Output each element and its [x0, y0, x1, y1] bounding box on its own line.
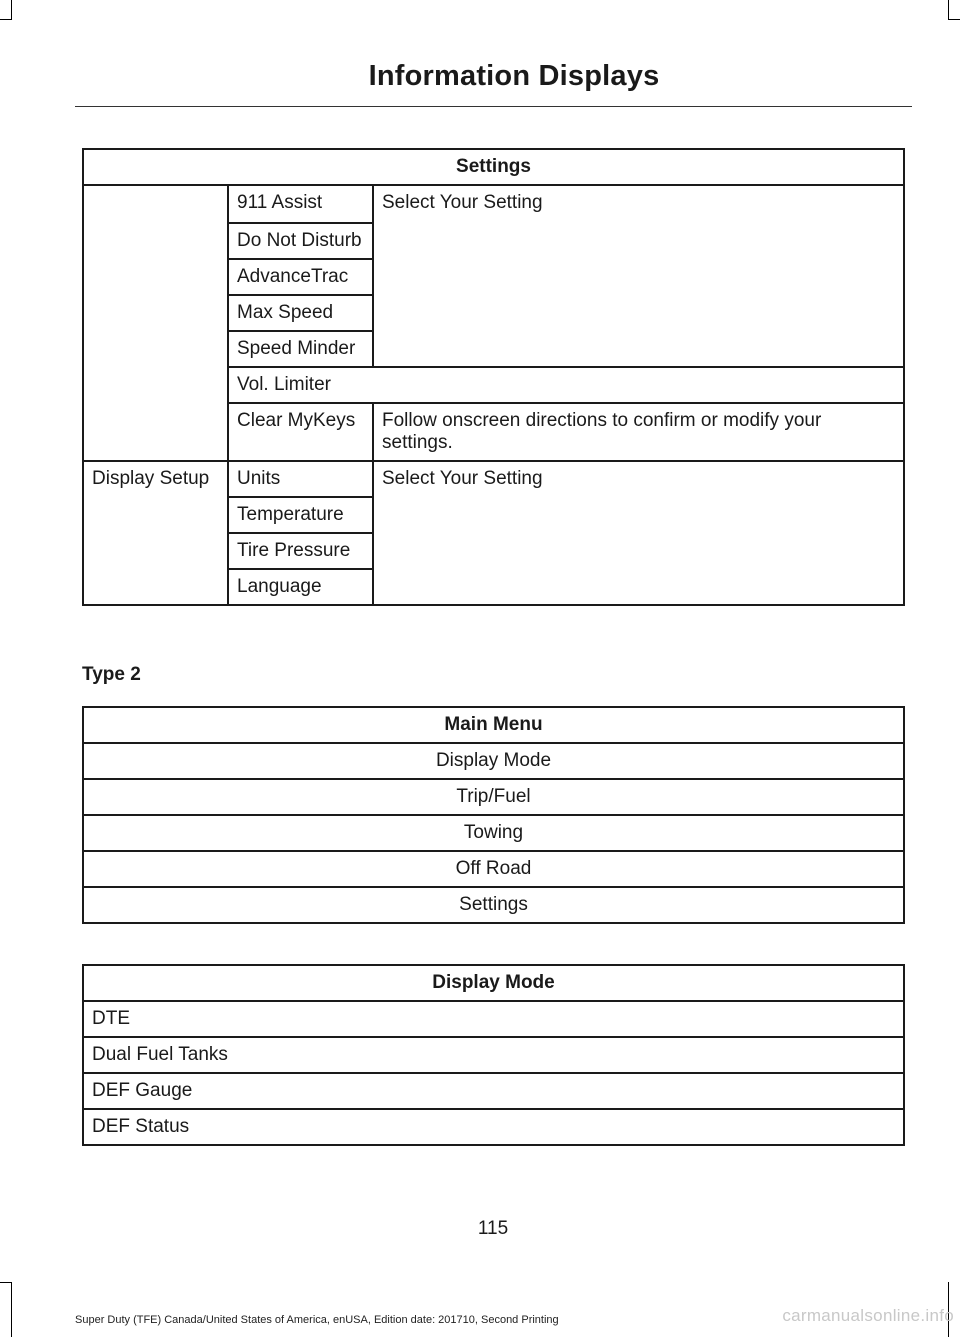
settings-table-title: Settings — [83, 149, 904, 185]
cell-follow-directions: Follow onscreen directions to confirm or modify your settings. — [373, 403, 904, 461]
header-divider — [75, 106, 912, 107]
crop-mark-top-left-v — [11, 0, 12, 20]
crop-mark-top-right-h — [948, 19, 960, 20]
cell-advancetrac: AdvanceTrac — [228, 259, 373, 295]
crop-mark-top-right-v — [948, 0, 949, 20]
main-menu-item: Trip/Fuel — [83, 779, 904, 815]
cell-display-setup: Display Setup — [83, 461, 228, 605]
settings-table — [82, 148, 905, 606]
crop-mark-bottom-left-h — [0, 1282, 12, 1283]
main-menu-item: Off Road — [83, 851, 904, 887]
cell-select-your-setting-2: Select Your Setting — [373, 461, 904, 605]
main-menu-table — [82, 706, 905, 924]
main-menu-title: Main Menu — [83, 707, 904, 743]
cell-speed-minder: Speed Minder — [228, 331, 373, 367]
main-menu-item: Display Mode — [83, 743, 904, 779]
display-mode-table — [82, 964, 905, 1146]
cell-do-not-disturb: Do Not Disturb — [228, 223, 373, 259]
main-menu-item: Settings — [83, 887, 904, 923]
crop-mark-top-left-h — [0, 19, 12, 20]
display-mode-item: DEF Gauge — [83, 1073, 904, 1109]
display-mode-item: Dual Fuel Tanks — [83, 1037, 904, 1073]
cell-tire-pressure: Tire Pressure — [228, 533, 373, 569]
display-mode-item: DTE — [83, 1001, 904, 1037]
settings-blank-cell — [83, 185, 228, 461]
cell-select-your-setting: Select Your Setting — [373, 185, 904, 367]
watermark: carmanualsonline.info — [782, 1306, 954, 1325]
type-2-heading: Type 2 — [82, 664, 141, 685]
cell-vol-limiter: Vol. Limiter — [228, 367, 904, 403]
cell-clear-mykeys: Clear MyKeys — [228, 403, 373, 461]
cell-units: Units — [228, 461, 373, 497]
page-title: Information Displays — [368, 60, 660, 92]
display-mode-item: DEF Status — [83, 1109, 904, 1145]
page-number: 115 — [477, 1218, 509, 1239]
display-mode-title: Display Mode — [83, 965, 904, 1001]
main-menu-item: Towing — [83, 815, 904, 851]
cell-911-assist: 911 Assist — [228, 185, 373, 223]
crop-mark-bottom-left-v — [11, 1282, 12, 1337]
footer-edition-text: Super Duty (TFE) Canada/United States of America, enUSA, Edition date: 201710, Second Printing — [75, 1314, 559, 1326]
cell-temperature: Temperature — [228, 497, 373, 533]
cell-language: Language — [228, 569, 373, 605]
cell-max-speed: Max Speed — [228, 295, 373, 331]
